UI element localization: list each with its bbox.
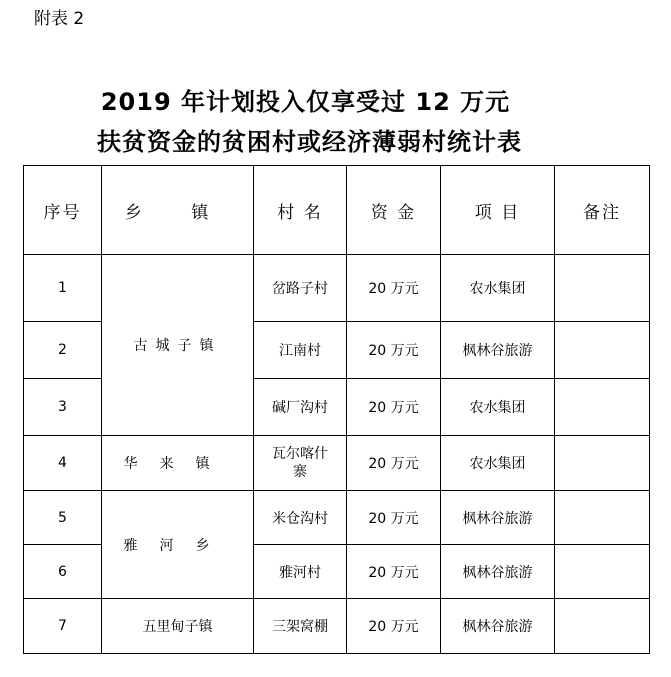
project-cell: 枫林谷旅游 [441,545,555,599]
village-label: 瓦尔喀什寨 [272,446,328,480]
remark-cell [555,436,650,491]
seq-cell: 7 [24,599,102,654]
header-seq: 序号 [24,166,102,255]
village-cell: 米仓沟村 [254,491,347,545]
table-row [24,599,650,654]
town-label: 华来镇 [123,456,232,472]
project-cell: 农水集团 [441,436,555,491]
village-cell: 三架窝棚 [254,599,347,654]
village-cell: 碱厂沟村 [254,379,347,436]
town-cell [102,436,254,491]
fund-cell: 20 万元 [347,599,441,654]
remark-cell [555,491,650,545]
header-project: 项 目 [441,166,555,255]
remark-cell [555,545,650,599]
table-row [24,255,650,322]
seq-cell: 1 [24,255,102,322]
fund-cell: 20 万元 [347,491,441,545]
fund-cell: 20 万元 [347,322,441,379]
seq-cell: 5 [24,491,102,545]
remark-cell [555,255,650,322]
header-village: 村 名 [254,166,347,255]
town-cell [102,255,254,436]
remark-cell [555,599,650,654]
table-row [24,436,650,491]
table-row [24,491,650,545]
fund-cell: 20 万元 [347,255,441,322]
fund-cell: 20 万元 [347,545,441,599]
village-cell: 雅河村 [254,545,347,599]
project-cell: 农水集团 [441,255,555,322]
village-cell: 江南村 [254,322,347,379]
statistics-table [23,165,650,654]
remark-cell [555,379,650,436]
project-cell: 农水集团 [441,379,555,436]
header-town-label: 乡 镇 [124,202,231,223]
seq-cell: 2 [24,322,102,379]
town-label: 古城子镇 [133,338,222,354]
seq-cell: 6 [24,545,102,599]
table-header-row [24,166,650,255]
village-cell: 岔路子村 [254,255,347,322]
header-remark: 备注 [555,166,650,255]
project-cell: 枫林谷旅游 [441,322,555,379]
seq-cell: 3 [24,379,102,436]
remark-cell [555,322,650,379]
project-cell: 枫林谷旅游 [441,491,555,545]
town-cell: 五里甸子镇 [102,599,254,654]
fund-cell: 20 万元 [347,436,441,491]
town-label: 雅河乡 [123,537,232,554]
seq-cell: 4 [24,436,102,491]
page-title-line1: 2019 年计划投入仅享受过 12 万元 [100,88,511,116]
page-title-line2: 扶贫资金的贫困村或经济薄弱村统计表 [97,128,522,156]
header-town [102,166,254,255]
village-cell [254,436,347,491]
header-fund: 资 金 [347,166,441,255]
project-cell: 枫林谷旅游 [441,599,555,654]
fund-cell: 20 万元 [347,379,441,436]
town-cell [102,491,254,599]
annex-label: 附表 2 [34,9,85,29]
